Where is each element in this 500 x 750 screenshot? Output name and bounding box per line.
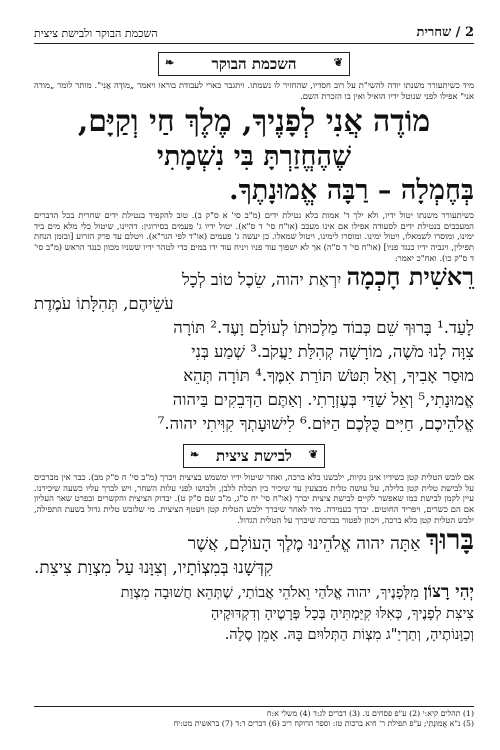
reishis-line-5: מוּסַר אָבִיךָ, וְאַל תִּטֹּשׁ תּוֹרַת אִמֶּךָ.⁴ תּוֹרָה תְּהֵא	[183, 366, 474, 386]
reishis-chochma-passage	[34, 262, 474, 436]
modeh-ani-prayer	[34, 104, 474, 208]
reishis-lead-word: רֵאשִׁית חָכְמָה	[346, 262, 474, 292]
reishis-line-7: אֱלֹהֵיכֶם, חַיִּים כֻּלְּכֶם הַיּוֹם.⁶ לִישׁוּעָתְךָ קִוִּיתִי יהוה.⁷	[157, 414, 474, 434]
running-title: השכמת הבוקר ולבישת ציצית	[34, 27, 158, 40]
ornament-icon: ❦	[333, 56, 343, 69]
section-banner-tzitzit	[183, 444, 325, 468]
baruch-line-2: קִדְּשָׁנוּ בְּמִצְוֹתָיו, וְצִוָּנוּ עַל מִצְוַת צִיצִת.	[34, 558, 274, 579]
baruch-line-1	[34, 523, 474, 557]
tzitzit-instructions: אם לובש הטלית קטן כשידיו אינן נקיות, ילבשנו בלא ברכה, ואחר שיטול ידיו ימשמש בציצית ויברך (מ"ב סי' ח ס"ק מב). כבר אין מברכים על לבישת טלית קטן בלילה, על עושה טלית מבצעין עד שיכיר בין תכלת ללבן, ולבושו לפני עלות השחר, ויש לברך עליו כשעה שיכירנו. עיין לקמן לבישת כמו שאפשר לקיים לבישת ציצית יברך (או"ח סי' יח ס"ג, מ"ב שם ס"ק ט). יבדוק הציצית והקשרים ובפרט שאר העליון אם הם כשרים, ויפריד החוטים. יברך בעמידה. מיד לאחר שיברך ילבש הטלית קטן ויעטף הציצית. מי שלובש טלית גדול בשעת התפילה, ילבש הטלית קטן בלא ברכה, ויכוון לפטור בברכה שיברך על הטלית הגדול.	[34, 472, 474, 525]
modeh-line-3: בְּחֶמְלָה – רַבָּה אֱמוּנָתֶךָ.	[229, 175, 474, 207]
section-title-tzitzit: לבישת ציצית	[216, 446, 292, 465]
baruch-text: אַתָּה יהוה אֱלֹהֵינוּ מֶלֶךְ הָעוֹלָם, אֲשֶׁר	[187, 534, 421, 555]
ornament-icon: ❧	[165, 56, 175, 69]
modeh-line-1: מוֹדֶה אֲנִי לְפָנֶיךָ, מֶלֶךְ חַי וְקַיָּם,	[77, 104, 431, 140]
hand-washing-instructions	[34, 210, 474, 263]
yehi-line-2: צִיצִת לְפָנֶיךָ, כְּאִלּוּ קִיַּמְתִּיהָ בְּכָל פְּרָטֶיהָ וְדִקְדּוּקֶיהָ	[210, 606, 474, 623]
reishis-line-3: לָעַד.¹ בָּרוּךְ שֵׁם כְּבוֹד מַלְכוּתוֹ לְעוֹלָם וָעֶד.² תּוֹרָה	[173, 318, 474, 338]
reishis-line-6: אֱמוּנָתִי,⁵ וְאֵל שַׁדַּי בְּעֶזְרָתִי. וְאַתֶּם הַדְּבֵקִים בַּיהוה	[172, 390, 474, 410]
page-number: 2 / שחרית	[416, 25, 474, 40]
tzitzit-blessing	[34, 523, 474, 580]
ornament-icon: ❧	[190, 448, 200, 462]
instructions-text: כשיתעורר משנתו יטול ידיו, ולא ילך ד' אמות בלא נטילת ידים (מ"ב סי' א ס"ק ב). טוב להקפיד בנטילת ידים שחרית בכל הדברים המעכבים בנטילת ידים לסעודה אפילו אם אינו מעכב (או"ח סי' ד ס"א). יטול ידיו ג' פעמים בסירוגין: דהיינו, שיטול כלי מלא מים ביד ימינו, ומוסרו לשמאלו, ויטול ימינו. ומוסרו לימינו, ויטול שמאלו. כן יעשה ג' פעמים (או"ד לפי הגר"א). ויטלם עד פרק הזרוע [ובזמן הנחת תפילין, ויגביה ידיו כנגד פניו] (או"ח סי' ד ס"ה) אך לא ישפוך עוד פניו ויניח עוד ידו במים כדי לטהר ידיו ששניו מכוון כנגד הראש (מ"ב סי' ד ס"ק כו).	[34, 210, 474, 263]
reishis-line-4: צִוָּה לָנוּ מֹשֶׁה, מוֹרָשָׁה קְהִלַּת יַעֲקֹב.³ שְׁמַע בְּנִי	[191, 342, 474, 362]
baruch-lead-word: בָּרוּךְ	[425, 523, 474, 557]
section-title-waking: השכמת הבוקר	[211, 54, 297, 73]
footnote-line-1: (1) תהלים קיא:י (2) ע"פ פסחים נו. (3) דברים לג:ד (4) משלי א:ח	[266, 709, 474, 718]
reishis-line-1	[34, 262, 474, 292]
ornament-icon: ❦	[308, 448, 318, 462]
reishis-text: יִרְאַת יהוה, שֵׂכֶל טוֹב לְכָל	[182, 270, 342, 290]
section-banner-waking	[158, 52, 350, 76]
modeh-line-2: שֶׁהֶחֱזַרְתָּ בִּי נִשְׁמָתִי	[156, 141, 352, 173]
yehi-text: מִלְּפָנֶיךָ, יהוה אֱלֹהַי וֵאלֹהֵי אֲבוֹתַי, שֶׁתְּהֵא חֲשׁוּבָה מִצְוַת	[120, 585, 419, 602]
yehi-lead-words: יְהִי רָצוֹן	[423, 582, 474, 603]
footnote-line-2: (5) נ"א אֱמוּנָתִי; ע"פ תפילת ר' חיא ברכות טז: וספר הרוקח ריב (6) דברים ד:ד (7) בראשית מט:יח	[173, 719, 474, 728]
reishis-line-2: עֹשֵׂיהֶם, תְּהִלָּתוֹ עֹמֶדֶת	[34, 294, 174, 314]
yehi-line-1	[34, 582, 474, 604]
waking-intro: מיד כשיתעורר משנתו יודה להשי"ת על רוב חסדיו, שהחזיר לו נשמתו. ויתגבר כארי לעבודת בוראו ויאמר „מוֹדֶה אֲנִי". מותר לומר „מודה אני" אפילו לפני שנוטל ידיו הואיל ואין בו הזכרת השם.	[34, 80, 474, 101]
footnotes	[34, 706, 474, 729]
yehi-ratzon-prayer	[34, 582, 474, 646]
instructions-closing: ואח"כ יאמר:	[394, 252, 437, 263]
yehi-line-3: וְכַוָּנוֹתֶיהָ, וְתַרְיַ"ג מִצְוֹת הַתְּלוּיִם בָּהּ. אָמֵן סֶלָה.	[224, 627, 474, 644]
running-header	[34, 22, 474, 44]
prayer-book-page	[34, 22, 474, 737]
